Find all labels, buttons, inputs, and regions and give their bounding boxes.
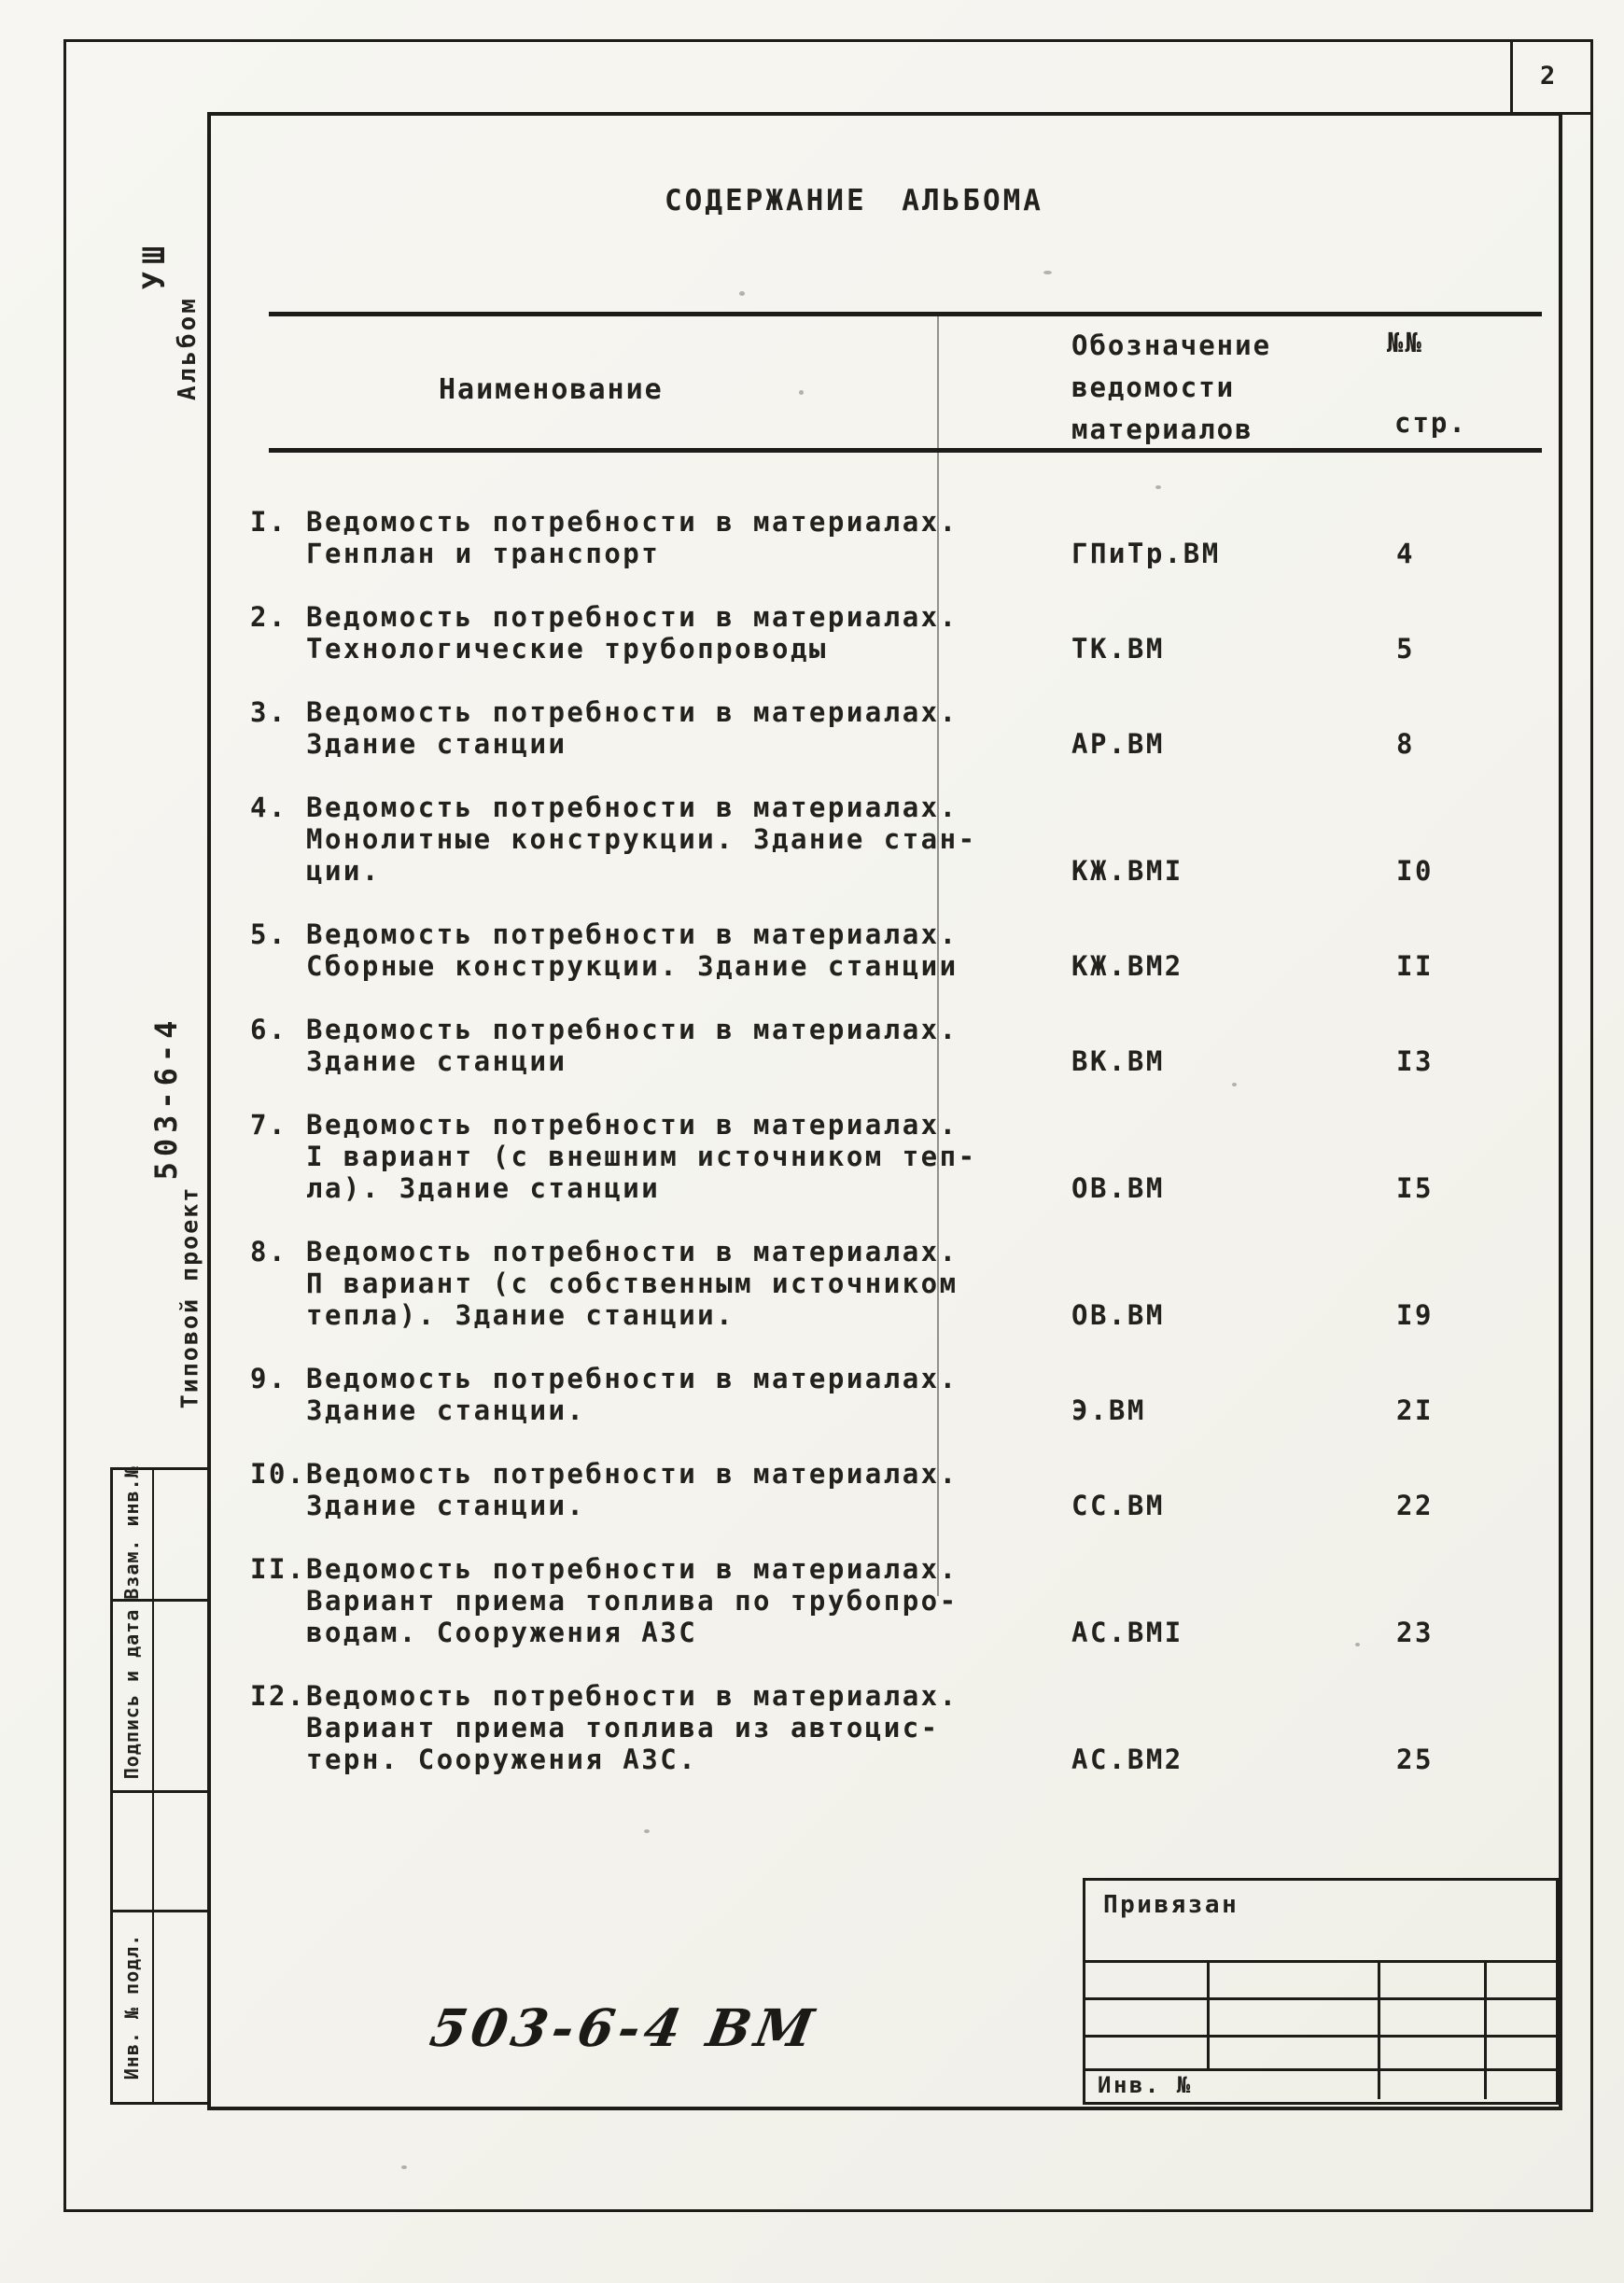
row-title: Ведомость потребности в материалах. Здание станции.: [306, 1458, 959, 1521]
header-name: Наименование: [439, 373, 664, 406]
row-number: 5.: [250, 918, 287, 950]
row-page: I5: [1396, 1172, 1434, 1204]
album-number-label: УШ: [136, 238, 172, 290]
row-page: 2I: [1396, 1394, 1434, 1426]
margin-box-label-podpis: Подпись и дата: [120, 1608, 143, 1780]
row-page: 5: [1396, 633, 1415, 665]
row-page: 23: [1396, 1617, 1434, 1648]
project-code-label: 503-6-4: [148, 1015, 184, 1181]
row-title: Ведомость потребности в материалах. Генплан и транспорт: [306, 506, 959, 569]
margin-box-line: [110, 2102, 207, 2105]
stamp-row-line: [1083, 2035, 1559, 2038]
row-number: I.: [250, 506, 287, 538]
margin-box-line: [110, 1790, 207, 1793]
scan-speck: [739, 291, 745, 296]
row-title: Ведомость потребности в материалах. Монолитные конструкции. Здание стан- ции.: [306, 791, 977, 887]
row-page: 25: [1396, 1744, 1434, 1775]
row-designation: АС.ВМ2: [1071, 1744, 1183, 1775]
table-row: [250, 1553, 1547, 1648]
row-page: I3: [1396, 1045, 1434, 1077]
row-designation: Э.ВМ: [1071, 1394, 1146, 1426]
table-top-rule: [269, 312, 1542, 316]
table-row: [250, 601, 1547, 665]
row-number: 3.: [250, 696, 287, 728]
row-number: I0.: [250, 1458, 306, 1490]
stamp-col-line: [1207, 1960, 1210, 2071]
row-number: 6.: [250, 1014, 287, 1045]
stamp-inv-label: Инв. №: [1098, 2072, 1193, 2098]
header-designation-line: материалов: [1071, 413, 1253, 445]
margin-box-label-vzam: Взам. инв.№: [120, 1465, 143, 1600]
stamp-col-line: [1378, 1960, 1380, 2099]
row-designation: КЖ.ВМ2: [1071, 950, 1183, 982]
scan-speck: [1232, 1083, 1237, 1086]
project-type-label: Типовой проект: [175, 1185, 203, 1409]
row-designation: АС.ВМI: [1071, 1617, 1183, 1648]
row-designation: АР.ВМ: [1071, 728, 1165, 760]
row-page: I9: [1396, 1299, 1434, 1331]
table-row: [250, 506, 1547, 569]
table-row: [250, 918, 1547, 982]
row-page: 4: [1396, 538, 1415, 569]
header-pages-num: №№: [1387, 327, 1423, 358]
stamp-col-line: [1484, 1960, 1487, 2099]
row-page: 8: [1396, 728, 1415, 760]
row-number: 2.: [250, 601, 287, 633]
margin-box-divider: [152, 1467, 154, 2105]
row-number: 4.: [250, 791, 287, 823]
row-number: 8.: [250, 1236, 287, 1268]
row-title: Ведомость потребности в материалах. Здание станции: [306, 1014, 959, 1077]
header-designation-line: Обозначение: [1071, 329, 1272, 361]
header-designation-line: ведомости: [1071, 371, 1236, 403]
margin-box-line: [110, 1910, 207, 1912]
row-title: Ведомость потребности в материалах. Сборные конструкции. Здание станции: [306, 918, 959, 982]
row-title: Ведомость потребности в материалах. I вариант (с внешним источником теп- ла). Здание станции: [306, 1109, 977, 1204]
table-row: [250, 1363, 1547, 1426]
scan-speck: [1155, 485, 1161, 489]
row-designation: ОВ.ВМ: [1071, 1299, 1165, 1331]
row-page: I0: [1396, 855, 1434, 887]
page-title: СОДЕРЖАНИЕ АЛЬБОМА: [665, 184, 1043, 217]
row-designation: ТК.ВМ: [1071, 633, 1165, 665]
row-title: Ведомость потребности в материалах. Здание станции.: [306, 1363, 959, 1426]
row-page: 22: [1396, 1490, 1434, 1521]
row-designation: ОВ.ВМ: [1071, 1172, 1165, 1204]
header-pages-str: стр.: [1394, 407, 1467, 439]
scan-speck: [1355, 1643, 1360, 1646]
table-row: [250, 791, 1547, 887]
stamp-row-line: [1083, 1997, 1559, 2000]
margin-box-label-inv: Инв. № подл.: [120, 1933, 143, 2080]
row-designation: КЖ.ВМI: [1071, 855, 1183, 887]
table-row: [250, 1109, 1547, 1204]
row-number: I2.: [250, 1680, 306, 1712]
row-page: II: [1396, 950, 1434, 982]
row-title: Ведомость потребности в материалах. Технологические трубопроводы: [306, 601, 959, 665]
header-designation: [1071, 325, 1271, 451]
row-number: 7.: [250, 1109, 287, 1141]
row-number: II.: [250, 1553, 306, 1585]
stamp-top-label: Привязан: [1103, 1891, 1239, 1919]
row-designation: ГПиТр.ВМ: [1071, 538, 1221, 569]
row-title: Ведомость потребности в материалах. П вариант (с собственным источником тепла). Здание станции.: [306, 1236, 959, 1331]
row-designation: ВК.ВМ: [1071, 1045, 1165, 1077]
scan-speck: [1043, 271, 1052, 274]
scan-speck: [644, 1829, 650, 1833]
stamp-row-line: [1083, 2068, 1559, 2071]
stamp-row-line: [1083, 1960, 1559, 1963]
row-title: Ведомость потребности в материалах. Вариант приема топлива по трубопро- водам. Сооружения АЗС: [306, 1553, 959, 1648]
contents-rows: [250, 506, 1547, 1807]
table-header-rule: [269, 448, 1542, 453]
row-designation: СС.ВМ: [1071, 1490, 1165, 1521]
row-title: Ведомость потребности в материалах. Здание станции: [306, 696, 959, 760]
scan-speck: [401, 2165, 407, 2169]
row-title: Ведомость потребности в материалах. Вариант приема топлива из автоцис- терн. Сооружения АЗС.: [306, 1680, 959, 1775]
table-row: [250, 1014, 1547, 1077]
table-row: [250, 696, 1547, 760]
row-number: 9.: [250, 1363, 287, 1394]
margin-box-left-edge: [110, 1467, 113, 2105]
page-number: 2: [1540, 62, 1558, 91]
table-row: [250, 1680, 1547, 1775]
table-row: [250, 1236, 1547, 1331]
scan-speck: [799, 390, 804, 395]
table-row: [250, 1458, 1547, 1521]
handwritten-code: 503-6-4 ВМ: [426, 1997, 823, 2058]
album-label: Альбом: [174, 296, 202, 400]
